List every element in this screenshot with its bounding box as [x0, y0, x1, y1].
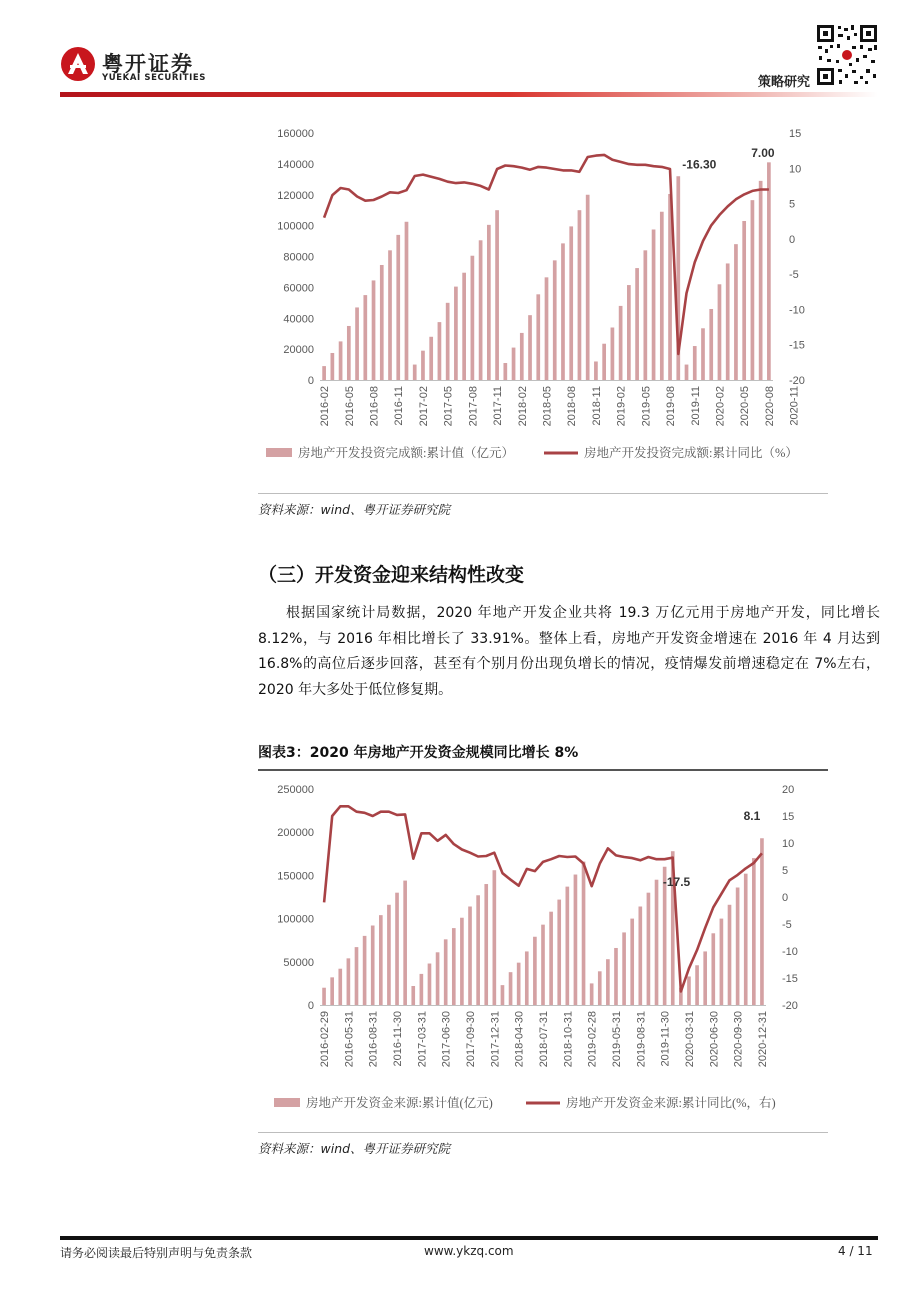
bar — [413, 365, 417, 380]
bar — [652, 229, 656, 380]
bar — [611, 328, 615, 380]
bar — [322, 366, 326, 380]
bar — [760, 838, 764, 1005]
bar — [541, 925, 545, 1005]
x-tick-label: 2020-02 — [714, 386, 727, 427]
bar — [687, 976, 691, 1005]
bar — [509, 972, 513, 1005]
x-tick-label: 2017-11 — [492, 386, 505, 426]
company-name-en: YUEKAI SECURITIES — [102, 73, 207, 83]
bar — [330, 977, 334, 1005]
x-tick-label: 2016-05-31 — [343, 1011, 356, 1068]
x-tick-label: 2019-11-30 — [659, 1011, 672, 1067]
y-left-tick-label: 160000 — [277, 128, 314, 140]
footer-rule — [60, 1236, 878, 1240]
company-name-cn: 粤开证券 — [102, 52, 194, 76]
y-left-tick-label: 0 — [307, 375, 314, 387]
bar — [428, 964, 432, 1005]
bar — [338, 969, 342, 1005]
bar — [685, 365, 689, 380]
bar — [484, 884, 488, 1005]
bar — [619, 306, 623, 380]
x-tick-label: 2017-08 — [467, 386, 480, 427]
y-left-tick-label: 80000 — [283, 251, 314, 264]
section-title: （三）开发资金迎来结构性改变 — [258, 564, 525, 586]
company-logo — [60, 46, 220, 86]
bar — [767, 162, 771, 380]
bar — [355, 307, 359, 380]
bar — [380, 265, 384, 380]
bar — [718, 284, 722, 380]
x-tick-label: 2020-05 — [739, 386, 752, 427]
bar — [520, 333, 524, 380]
bar — [396, 235, 400, 380]
bar — [622, 932, 626, 1005]
bar — [655, 880, 659, 1005]
body-paragraph: 根据国家统计局数据，2020 年地产开发企业共将 19.3 万亿元用于房地产开发，同比增长 8.12%，与 2016 年相比增长了 33.91%。整体上看，房地产开发资金增速在 2016 年 4 月达到 16.8%的高位后逐步回落，甚至有个别月份出现负增长的情况，疫情爆发前增速稳定在 7%左右，2020 年大多处于低位修复期。 — [258, 605, 880, 698]
bar — [403, 881, 407, 1005]
legend-bar-label: 房地产开发投资完成额:累计值（亿元） — [298, 446, 514, 460]
bar — [728, 905, 732, 1005]
x-tick-label: 2017-03-31 — [416, 1011, 429, 1068]
y-left-tick-label: 0 — [307, 1000, 314, 1012]
bar — [598, 971, 602, 1005]
bar — [638, 907, 642, 1005]
bar — [468, 907, 472, 1005]
header-rule — [60, 92, 878, 97]
bar — [525, 951, 529, 1005]
x-tick-label: 2016-11-30 — [392, 1011, 405, 1067]
bar — [347, 326, 351, 380]
bar — [557, 900, 561, 1005]
data-label: 7.00 — [751, 146, 775, 160]
funding-chart — [258, 772, 828, 1133]
x-tick-label: 2017-12-31 — [489, 1011, 502, 1068]
x-tick-label: 2018-04-30 — [513, 1011, 526, 1068]
x-tick-label: 2020-06-30 — [708, 1011, 721, 1068]
bar — [602, 344, 606, 380]
bar — [446, 303, 450, 380]
bar — [752, 858, 756, 1005]
x-tick-label: 2017-09-30 — [465, 1011, 478, 1068]
x-tick-label: 2017-02 — [417, 386, 430, 427]
bar — [322, 988, 326, 1005]
bar — [614, 948, 618, 1005]
x-tick-label: 2018-10-31 — [562, 1011, 575, 1068]
y-right-tick-label: 20 — [782, 784, 795, 796]
bar — [347, 958, 351, 1005]
x-tick-label: 2019-11 — [689, 386, 702, 426]
x-tick-label: 2018-07-31 — [538, 1011, 550, 1068]
bar — [635, 268, 639, 380]
bar — [590, 983, 594, 1005]
x-tick-label: 2019-08 — [665, 386, 678, 427]
bar — [643, 250, 647, 380]
figure3-title: 图表3：2020 年房地产开发资金规模同比增长 8% — [258, 745, 579, 761]
bar — [744, 874, 748, 1005]
legend-bar-label: 房地产开发资金来源:累计值(亿元) — [306, 1096, 493, 1110]
y-right-tick-label: -5 — [789, 269, 799, 282]
bar — [561, 243, 565, 380]
x-tick-label: 2016-02 — [319, 386, 332, 427]
x-tick-label: 2018-08 — [566, 386, 579, 427]
bar — [578, 210, 582, 380]
y-right-tick-label: 0 — [789, 233, 796, 246]
y-left-tick-label: 100000 — [277, 220, 314, 233]
x-tick-label: 2019-02-28 — [586, 1011, 599, 1068]
figure3-rule — [258, 769, 828, 771]
bar — [693, 346, 697, 380]
bar — [371, 926, 375, 1005]
x-tick-label: 2018-02 — [516, 386, 529, 427]
y-left-tick-label: 100000 — [277, 913, 314, 926]
x-tick-label: 2019-05 — [640, 386, 653, 427]
bar — [493, 870, 497, 1005]
bar — [420, 974, 424, 1005]
y-right-tick-label: 15 — [782, 811, 795, 823]
bar — [594, 361, 598, 380]
bar — [582, 862, 586, 1005]
bar — [487, 225, 491, 380]
y-left-tick-label: 150000 — [277, 870, 314, 883]
y-left-tick-label: 20000 — [283, 344, 314, 357]
bar — [736, 887, 740, 1005]
bar — [501, 985, 505, 1005]
footer-website[interactable]: www.ykzq.com — [424, 1244, 514, 1258]
bar — [726, 263, 730, 380]
bar — [751, 200, 755, 380]
bar — [331, 353, 335, 380]
legend-bar-swatch — [274, 1098, 300, 1107]
y-right-tick-label: -15 — [782, 973, 798, 985]
bar — [759, 181, 763, 380]
page-header — [0, 0, 920, 100]
x-tick-label: 2016-08-31 — [367, 1011, 380, 1068]
bar — [606, 959, 610, 1005]
x-tick-label: 2019-05-31 — [610, 1011, 623, 1068]
legend-line-label: 房地产开发投资完成额:累计同比（%） — [584, 446, 798, 460]
bar — [503, 363, 507, 380]
y-left-tick-label: 40000 — [283, 313, 314, 326]
bar — [372, 280, 376, 380]
x-tick-label: 2017-06-30 — [440, 1011, 453, 1068]
data-label: 8.1 — [743, 809, 761, 823]
chart1-source: 资料来源：wind、粤开证券研究院 — [258, 502, 451, 517]
qr-code-icon — [816, 24, 878, 86]
bar — [734, 244, 738, 380]
investment-chart — [258, 113, 828, 494]
footer-page-number: 4 / 11 — [838, 1244, 873, 1258]
investment-chart-svg — [258, 113, 828, 493]
x-tick-label: 2018-11 — [590, 386, 603, 426]
bar — [363, 295, 367, 380]
bar — [454, 287, 458, 380]
y-right-tick-label: -20 — [782, 1000, 798, 1012]
bar — [528, 315, 532, 380]
bar — [569, 226, 573, 380]
data-label: -16.30 — [682, 157, 717, 172]
y-right-tick-label: -10 — [789, 304, 805, 317]
footer-disclaimer: 请务必阅读最后特别声明与免责条款 — [60, 1246, 253, 1260]
y-right-tick-label: -10 — [782, 946, 798, 958]
x-tick-label: 2020-11 — [788, 386, 801, 426]
bar — [411, 986, 415, 1005]
bar — [387, 905, 391, 1005]
x-tick-label: 2017-05 — [442, 386, 455, 427]
legend-bar-swatch — [266, 448, 292, 457]
bar — [586, 195, 590, 380]
bar — [436, 952, 440, 1005]
x-tick-label: 2020-12-31 — [756, 1011, 769, 1068]
y-left-tick-label: 120000 — [277, 189, 314, 202]
bar — [695, 965, 699, 1005]
bar — [379, 915, 383, 1005]
bar — [660, 212, 664, 380]
y-left-tick-label: 50000 — [283, 956, 314, 969]
bar — [452, 928, 456, 1005]
x-tick-label: 2016-02-29 — [319, 1011, 332, 1068]
y-right-tick-label: -5 — [782, 919, 792, 931]
bar — [460, 918, 464, 1005]
bar — [355, 947, 359, 1005]
bar — [429, 337, 433, 380]
legend-line-label: 房地产开发资金来源:累计同比(%，右) — [566, 1096, 776, 1110]
bar — [479, 240, 483, 380]
y-right-tick-label: 10 — [789, 163, 802, 176]
y-right-tick-label: 5 — [782, 865, 789, 877]
bar — [647, 893, 651, 1005]
bar — [395, 893, 399, 1005]
y-right-tick-label: -15 — [789, 339, 805, 352]
bar — [630, 919, 634, 1005]
y-left-tick-label: 250000 — [277, 784, 314, 796]
bar — [703, 951, 707, 1005]
x-tick-label: 2018-05 — [541, 386, 554, 427]
bar — [438, 322, 442, 380]
data-label: -17.5 — [662, 875, 691, 890]
y-left-tick-label: 60000 — [283, 282, 314, 295]
bar — [388, 250, 392, 380]
bar — [517, 963, 521, 1005]
x-tick-label: 2020-08 — [763, 386, 776, 427]
y-right-tick-label: 0 — [782, 892, 789, 904]
funding-chart-svg — [258, 772, 828, 1132]
y-left-tick-label: 140000 — [277, 158, 314, 171]
x-tick-label: 2020-09-30 — [732, 1011, 745, 1068]
bar — [701, 328, 705, 380]
y-right-tick-label: 5 — [789, 198, 796, 211]
bar — [553, 260, 557, 380]
bar — [533, 937, 537, 1005]
chart2-source: 资料来源：wind、粤开证券研究院 — [258, 1141, 451, 1156]
x-tick-label: 2020-03-31 — [683, 1011, 696, 1068]
x-tick-label: 2016-11 — [393, 386, 406, 426]
bar — [742, 221, 746, 380]
x-tick-label: 2019-08-31 — [635, 1011, 648, 1068]
bar — [720, 919, 724, 1005]
y-right-tick-label: 15 — [789, 128, 802, 140]
bar — [339, 341, 343, 380]
bar — [566, 887, 570, 1005]
bar — [711, 933, 715, 1005]
y-right-tick-label: 10 — [782, 838, 795, 850]
bar — [421, 351, 425, 380]
x-tick-label: 2016-05 — [343, 386, 356, 427]
bar — [627, 285, 631, 380]
bar — [574, 875, 578, 1005]
bar — [405, 222, 409, 380]
bar — [536, 294, 540, 380]
logo-mark-icon — [60, 46, 96, 82]
bar — [363, 936, 367, 1005]
bar — [709, 309, 713, 380]
department-label: 策略研究 — [758, 75, 811, 90]
bar — [512, 348, 516, 380]
bar — [495, 210, 499, 380]
bar — [444, 939, 448, 1005]
x-tick-label: 2016-08 — [368, 386, 381, 427]
x-tick-label: 2019-02 — [615, 386, 628, 427]
y-left-tick-label: 200000 — [277, 827, 314, 840]
bar — [471, 256, 475, 380]
bar — [549, 912, 553, 1005]
y-right-tick-label: -20 — [789, 375, 805, 387]
bar — [545, 277, 549, 380]
bar — [462, 273, 466, 380]
bar — [476, 895, 480, 1005]
